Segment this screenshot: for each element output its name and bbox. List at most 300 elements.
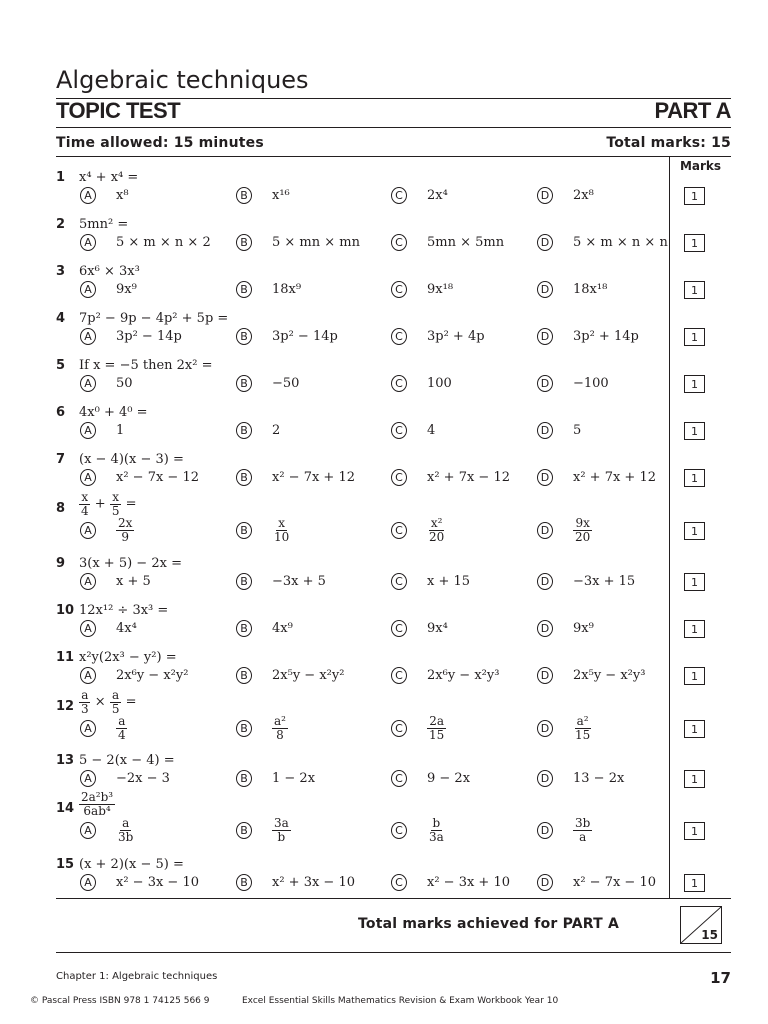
question-2 xyxy=(56,217,666,261)
numerator: a² xyxy=(576,714,589,728)
option-letter-c: C xyxy=(391,770,407,787)
chapter-title: Algebraic techniques xyxy=(56,66,309,94)
option-text: x² − 3x − 10 xyxy=(116,875,200,890)
option-letter-b: B xyxy=(236,234,252,251)
option-c[interactable] xyxy=(391,328,485,345)
mark-box: 1 xyxy=(684,522,705,540)
option-letter-a: A xyxy=(80,422,96,439)
option-text: 18x⁹ xyxy=(272,282,302,297)
option-fraction xyxy=(427,517,446,543)
option-letter-c: C xyxy=(391,187,407,204)
option-text xyxy=(116,517,134,543)
question-stem: 3(x + 5) − 2x = xyxy=(79,556,182,571)
option-text: 18x¹⁸ xyxy=(573,282,608,297)
option-text: −3x + 15 xyxy=(573,574,636,589)
option-text: 9x⁹ xyxy=(573,621,594,636)
question-number: 13 xyxy=(56,753,75,768)
option-d[interactable] xyxy=(537,234,668,251)
stem-fraction xyxy=(79,491,91,517)
option-letter-d: D xyxy=(537,620,553,637)
option-c[interactable] xyxy=(391,517,446,543)
denominator: 4 xyxy=(118,727,126,742)
question-number: 4 xyxy=(56,311,66,326)
question-stem: (x − 4)(x − 3) = xyxy=(79,452,184,467)
question-stem: (x + 2)(x − 5) = xyxy=(79,857,184,872)
option-letter-d: D xyxy=(537,187,553,204)
option-b[interactable] xyxy=(236,817,291,843)
option-c[interactable] xyxy=(391,234,504,251)
option-text: 3p² + 4p xyxy=(427,329,485,344)
option-text: x² − 7x − 12 xyxy=(116,470,200,485)
option-letter-a: A xyxy=(80,620,96,637)
option-a[interactable] xyxy=(80,620,137,637)
option-b[interactable] xyxy=(236,517,291,543)
time-allowed: Time allowed: 15 minutes xyxy=(56,135,264,151)
denominator: 4 xyxy=(81,503,89,518)
numerator: 2a xyxy=(429,714,445,728)
option-text: 100 xyxy=(427,376,452,391)
part-heading: PART A xyxy=(654,98,731,123)
option-d[interactable] xyxy=(537,667,645,684)
question-number: 12 xyxy=(56,699,75,714)
option-text: 5 × mn × mn xyxy=(272,235,360,250)
option-letter-d: D xyxy=(537,375,553,392)
chapter-name: Algebraic techniques xyxy=(112,971,218,982)
question-number: 3 xyxy=(56,264,66,279)
numerator: x² xyxy=(430,516,443,530)
question-stem: 4x⁰ + 4⁰ = xyxy=(79,405,148,420)
topic-test-heading: TOPIC TEST xyxy=(56,98,181,123)
option-text: 5mn × 5mn xyxy=(427,235,505,250)
option-b[interactable] xyxy=(236,469,355,486)
option-c[interactable] xyxy=(391,375,452,392)
option-fraction xyxy=(272,517,291,543)
option-b[interactable] xyxy=(236,715,288,741)
stem-fraction xyxy=(110,491,122,517)
question-stem: 5 − 2(x − 4) = xyxy=(79,753,175,768)
option-b[interactable] xyxy=(236,234,360,251)
option-text: 5 × m × n × 2 xyxy=(116,235,211,250)
option-b[interactable] xyxy=(236,874,355,891)
divider xyxy=(56,898,731,899)
option-text: 9 − 2x xyxy=(427,771,471,786)
option-text xyxy=(427,517,446,543)
option-text xyxy=(116,817,135,843)
numerator: x xyxy=(112,490,120,504)
question-stem xyxy=(79,689,136,715)
option-letter-a: A xyxy=(80,822,96,839)
option-text xyxy=(573,517,592,543)
option-letter-d: D xyxy=(537,573,553,590)
option-text: 4 xyxy=(427,423,436,438)
option-letter-c: C xyxy=(391,328,407,345)
option-letter-b: B xyxy=(236,620,252,637)
mark-box: 1 xyxy=(684,375,705,393)
mark-box: 1 xyxy=(684,822,705,840)
option-letter-a: A xyxy=(80,328,96,345)
option-letter-b: B xyxy=(236,822,252,839)
question-stem: x⁴ + x⁴ = xyxy=(79,170,139,185)
option-letter-d: D xyxy=(537,469,553,486)
option-d[interactable] xyxy=(537,770,624,787)
option-text: 3p² + 14p xyxy=(573,329,639,344)
denominator: 3 xyxy=(81,701,89,716)
option-fraction xyxy=(427,817,446,843)
option-text: 4x⁹ xyxy=(272,621,293,636)
total-score-box[interactable] xyxy=(680,906,722,944)
mark-box: 1 xyxy=(684,620,705,638)
numerator: 3b xyxy=(575,816,591,830)
numerator: 9x xyxy=(575,516,590,530)
option-text: −2x − 3 xyxy=(116,771,170,786)
denominator: 5 xyxy=(111,503,120,518)
option-b[interactable] xyxy=(236,770,315,787)
option-text: 2x⁸ xyxy=(573,188,594,203)
option-letter-a: A xyxy=(80,770,96,787)
option-a[interactable] xyxy=(80,469,199,486)
numerator: a xyxy=(122,816,130,830)
option-d[interactable] xyxy=(537,422,581,439)
option-a[interactable] xyxy=(80,667,188,684)
book-title: Excel Essential Skills Mathematics Revision & Exam Workbook Year 10 xyxy=(242,996,559,1006)
option-a[interactable] xyxy=(80,715,128,741)
copyright: © Pascal Press ISBN 978 1 74125 566 9 xyxy=(30,996,210,1006)
numerator: 2a²b³ xyxy=(81,790,114,804)
option-a[interactable] xyxy=(80,187,129,204)
option-b[interactable] xyxy=(236,281,301,298)
option-letter-b: B xyxy=(236,573,252,590)
option-d[interactable] xyxy=(537,469,656,486)
mark-box: 1 xyxy=(684,469,705,487)
question-number: 11 xyxy=(56,650,75,665)
option-d[interactable] xyxy=(537,620,594,637)
option-text: −3x + 5 xyxy=(272,574,326,589)
footer-chapter xyxy=(56,971,217,982)
option-a[interactable] xyxy=(80,517,134,543)
question-number: 14 xyxy=(56,801,75,816)
question-10 xyxy=(56,603,666,647)
option-text: 9x⁴ xyxy=(427,621,448,636)
mark-box: 1 xyxy=(684,187,705,205)
stem-fraction xyxy=(79,791,115,817)
option-d[interactable] xyxy=(537,328,639,345)
mark-box: 1 xyxy=(684,874,705,892)
option-c[interactable] xyxy=(391,715,446,741)
question-stem: 5mn² = xyxy=(79,217,129,232)
option-text: x² + 7x − 12 xyxy=(427,470,511,485)
divider xyxy=(56,127,731,128)
option-c[interactable] xyxy=(391,874,510,891)
mark-box: 1 xyxy=(684,281,705,299)
option-fraction xyxy=(272,715,288,741)
mark-box: 1 xyxy=(684,667,705,685)
option-text: 2x⁵y − x²y³ xyxy=(573,668,646,683)
option-text: 2x⁴ xyxy=(427,188,448,203)
option-letter-d: D xyxy=(537,874,553,891)
denominator: 20 xyxy=(429,529,445,544)
option-letter-a: A xyxy=(80,281,96,298)
option-letter-d: D xyxy=(537,234,553,251)
option-d[interactable] xyxy=(537,281,607,298)
option-b[interactable] xyxy=(236,328,338,345)
question-stem xyxy=(79,791,115,817)
option-text: 50 xyxy=(116,376,133,391)
option-fraction xyxy=(272,817,291,843)
question-number: 15 xyxy=(56,857,75,872)
option-letter-c: C xyxy=(391,375,407,392)
total-marks: Total marks: 15 xyxy=(606,135,731,151)
option-letter-c: C xyxy=(391,422,407,439)
numerator: b xyxy=(432,816,441,830)
option-letter-c: C xyxy=(391,822,407,839)
option-c[interactable] xyxy=(391,817,446,843)
option-text: x² − 7x − 10 xyxy=(573,875,657,890)
denominator: 20 xyxy=(575,529,591,544)
mark-box: 1 xyxy=(684,234,705,252)
option-text: 4x⁴ xyxy=(116,621,137,636)
option-text: x + 5 xyxy=(116,574,151,589)
option-a[interactable] xyxy=(80,375,133,392)
option-letter-a: A xyxy=(80,720,96,737)
question-number: 5 xyxy=(56,358,66,373)
option-a[interactable] xyxy=(80,770,170,787)
option-b[interactable] xyxy=(236,187,290,204)
option-c[interactable] xyxy=(391,620,448,637)
question-7 xyxy=(56,452,666,496)
stem-fraction xyxy=(79,689,91,715)
option-letter-b: B xyxy=(236,187,252,204)
mark-box: 1 xyxy=(684,720,705,738)
option-letter-b: B xyxy=(236,522,252,539)
option-text: x + 15 xyxy=(427,574,471,589)
denominator: 10 xyxy=(274,529,290,544)
option-text: 2x⁶y − x²y³ xyxy=(427,668,500,683)
denominator: 8 xyxy=(276,727,284,742)
option-letter-a: A xyxy=(80,667,96,684)
denominator: 5 xyxy=(111,701,120,716)
option-fraction xyxy=(116,715,128,741)
option-c[interactable] xyxy=(391,187,448,204)
option-d[interactable] xyxy=(537,517,592,543)
option-a[interactable] xyxy=(80,234,211,251)
question-4 xyxy=(56,311,666,355)
option-letter-d: D xyxy=(537,720,553,737)
option-fraction xyxy=(116,817,135,843)
question-6 xyxy=(56,405,666,449)
option-letter-a: A xyxy=(80,234,96,251)
denominator: 15 xyxy=(429,727,445,742)
question-stem: 12x¹² ÷ 3x³ = xyxy=(79,603,169,618)
option-fraction xyxy=(116,517,134,543)
option-letter-b: B xyxy=(236,469,252,486)
option-text xyxy=(427,817,446,843)
option-d[interactable] xyxy=(537,874,656,891)
question-number: 1 xyxy=(56,170,66,185)
option-d[interactable] xyxy=(537,187,594,204)
option-text: 2x⁶y − x²y² xyxy=(116,668,189,683)
option-text xyxy=(116,715,128,741)
question-stem xyxy=(79,491,136,517)
option-text: x¹⁶ xyxy=(272,188,290,203)
option-b[interactable] xyxy=(236,573,326,590)
option-a[interactable] xyxy=(80,281,137,298)
option-c[interactable] xyxy=(391,667,499,684)
question-15 xyxy=(56,857,666,901)
option-text: x² − 3x + 10 xyxy=(427,875,511,890)
option-letter-c: C xyxy=(391,620,407,637)
denominator: 3b xyxy=(118,829,134,844)
numerator: a xyxy=(118,714,126,728)
option-c[interactable] xyxy=(391,281,453,298)
option-letter-c: C xyxy=(391,667,407,684)
option-letter-d: D xyxy=(537,328,553,345)
option-letter-d: D xyxy=(537,770,553,787)
total-achieved-label: Total marks achieved for PART A xyxy=(358,916,620,932)
option-c[interactable] xyxy=(391,469,510,486)
option-a[interactable] xyxy=(80,874,199,891)
option-d[interactable] xyxy=(537,573,635,590)
numerator: 3a xyxy=(274,816,289,830)
option-text: 5 xyxy=(573,423,582,438)
option-letter-c: C xyxy=(391,469,407,486)
option-letter-a: A xyxy=(80,469,96,486)
option-letter-a: A xyxy=(80,375,96,392)
denominator: a xyxy=(579,829,587,844)
option-text: x² + 7x + 12 xyxy=(573,470,657,485)
chapter-prefix: Chapter 1: xyxy=(56,971,113,982)
numerator: x xyxy=(81,490,89,504)
option-text xyxy=(272,715,288,741)
page-number: 17 xyxy=(710,969,731,987)
option-letter-b: B xyxy=(236,375,252,392)
option-text: 2x⁵y − x²y² xyxy=(272,668,345,683)
question-5 xyxy=(56,358,666,402)
option-text xyxy=(272,517,291,543)
option-text: 1 − 2x xyxy=(272,771,316,786)
option-text xyxy=(573,817,592,843)
option-d[interactable] xyxy=(537,715,592,741)
option-d[interactable] xyxy=(537,817,592,843)
option-fraction xyxy=(573,517,592,543)
denominator: b xyxy=(277,829,286,844)
numerator: a xyxy=(112,688,120,702)
option-letter-d: D xyxy=(537,281,553,298)
mark-box: 1 xyxy=(684,573,705,591)
option-letter-d: D xyxy=(537,822,553,839)
question-number: 6 xyxy=(56,405,66,420)
denominator: 6ab⁴ xyxy=(83,803,111,818)
option-c[interactable] xyxy=(391,573,470,590)
question-stem: x²y(2x³ − y²) = xyxy=(79,650,177,665)
option-letter-d: D xyxy=(537,667,553,684)
marks-column-divider xyxy=(669,157,670,898)
option-text: −50 xyxy=(272,376,300,391)
option-letter-a: A xyxy=(80,573,96,590)
option-b[interactable] xyxy=(236,375,299,392)
numerator: a xyxy=(81,688,89,702)
divider xyxy=(56,156,731,157)
option-letter-a: A xyxy=(80,522,96,539)
denominator: 3a xyxy=(429,829,444,844)
option-letter-b: B xyxy=(236,422,252,439)
option-c[interactable] xyxy=(391,770,470,787)
question-number: 2 xyxy=(56,217,66,232)
question-9 xyxy=(56,556,666,600)
question-13 xyxy=(56,753,666,797)
option-d[interactable] xyxy=(537,375,609,392)
numerator: 2x xyxy=(118,516,133,530)
mark-box: 1 xyxy=(684,422,705,440)
option-letter-b: B xyxy=(236,667,252,684)
option-text: 2 xyxy=(272,423,281,438)
option-a[interactable] xyxy=(80,573,151,590)
option-fraction xyxy=(427,715,446,741)
option-text: 9x⁹ xyxy=(116,282,137,297)
option-letter-c: C xyxy=(391,720,407,737)
equals: = xyxy=(121,694,137,710)
option-letter-b: B xyxy=(236,874,252,891)
question-number: 10 xyxy=(56,603,75,618)
option-a[interactable] xyxy=(80,422,124,439)
question-14 xyxy=(56,790,666,844)
numerator: x xyxy=(278,516,286,530)
option-b[interactable] xyxy=(236,667,344,684)
operator: + xyxy=(90,496,110,512)
total-score-value: 15 xyxy=(701,928,718,942)
option-letter-c: C xyxy=(391,522,407,539)
option-letter-b: B xyxy=(236,770,252,787)
option-text: −100 xyxy=(573,376,609,391)
question-3 xyxy=(56,264,666,308)
option-a[interactable] xyxy=(80,817,135,843)
question-number: 7 xyxy=(56,452,66,467)
option-text: 5 × m × n × n xyxy=(573,235,668,250)
option-c[interactable] xyxy=(391,422,435,439)
option-letter-c: C xyxy=(391,874,407,891)
question-number: 9 xyxy=(56,556,66,571)
option-text: 3p² − 14p xyxy=(272,329,338,344)
option-letter-c: C xyxy=(391,573,407,590)
question-11 xyxy=(56,650,666,694)
option-a[interactable] xyxy=(80,328,182,345)
option-letter-c: C xyxy=(391,281,407,298)
denominator: 9 xyxy=(121,529,130,544)
question-stem: 7p² − 9p − 4p² + 5p = xyxy=(79,311,229,326)
option-b[interactable] xyxy=(236,620,293,637)
option-text: x⁸ xyxy=(116,188,129,203)
operator: × xyxy=(90,694,110,710)
divider xyxy=(56,952,731,953)
option-letter-a: A xyxy=(80,187,96,204)
option-b[interactable] xyxy=(236,422,280,439)
marks-header: Marks xyxy=(679,159,722,173)
mark-box: 1 xyxy=(684,770,705,788)
option-letter-b: B xyxy=(236,328,252,345)
option-text: 1 xyxy=(116,423,125,438)
option-fraction xyxy=(573,817,592,843)
question-12 xyxy=(56,688,666,742)
option-letter-a: A xyxy=(80,874,96,891)
option-letter-d: D xyxy=(537,522,553,539)
question-stem: 6x⁶ × 3x³ xyxy=(79,264,140,279)
option-fraction xyxy=(573,715,592,741)
option-text xyxy=(427,715,446,741)
option-text: x² + 3x − 10 xyxy=(272,875,356,890)
question-stem: If x = −5 then 2x² = xyxy=(79,358,213,373)
mark-box: 1 xyxy=(684,328,705,346)
question-1 xyxy=(56,170,666,214)
stem-fraction xyxy=(110,689,122,715)
